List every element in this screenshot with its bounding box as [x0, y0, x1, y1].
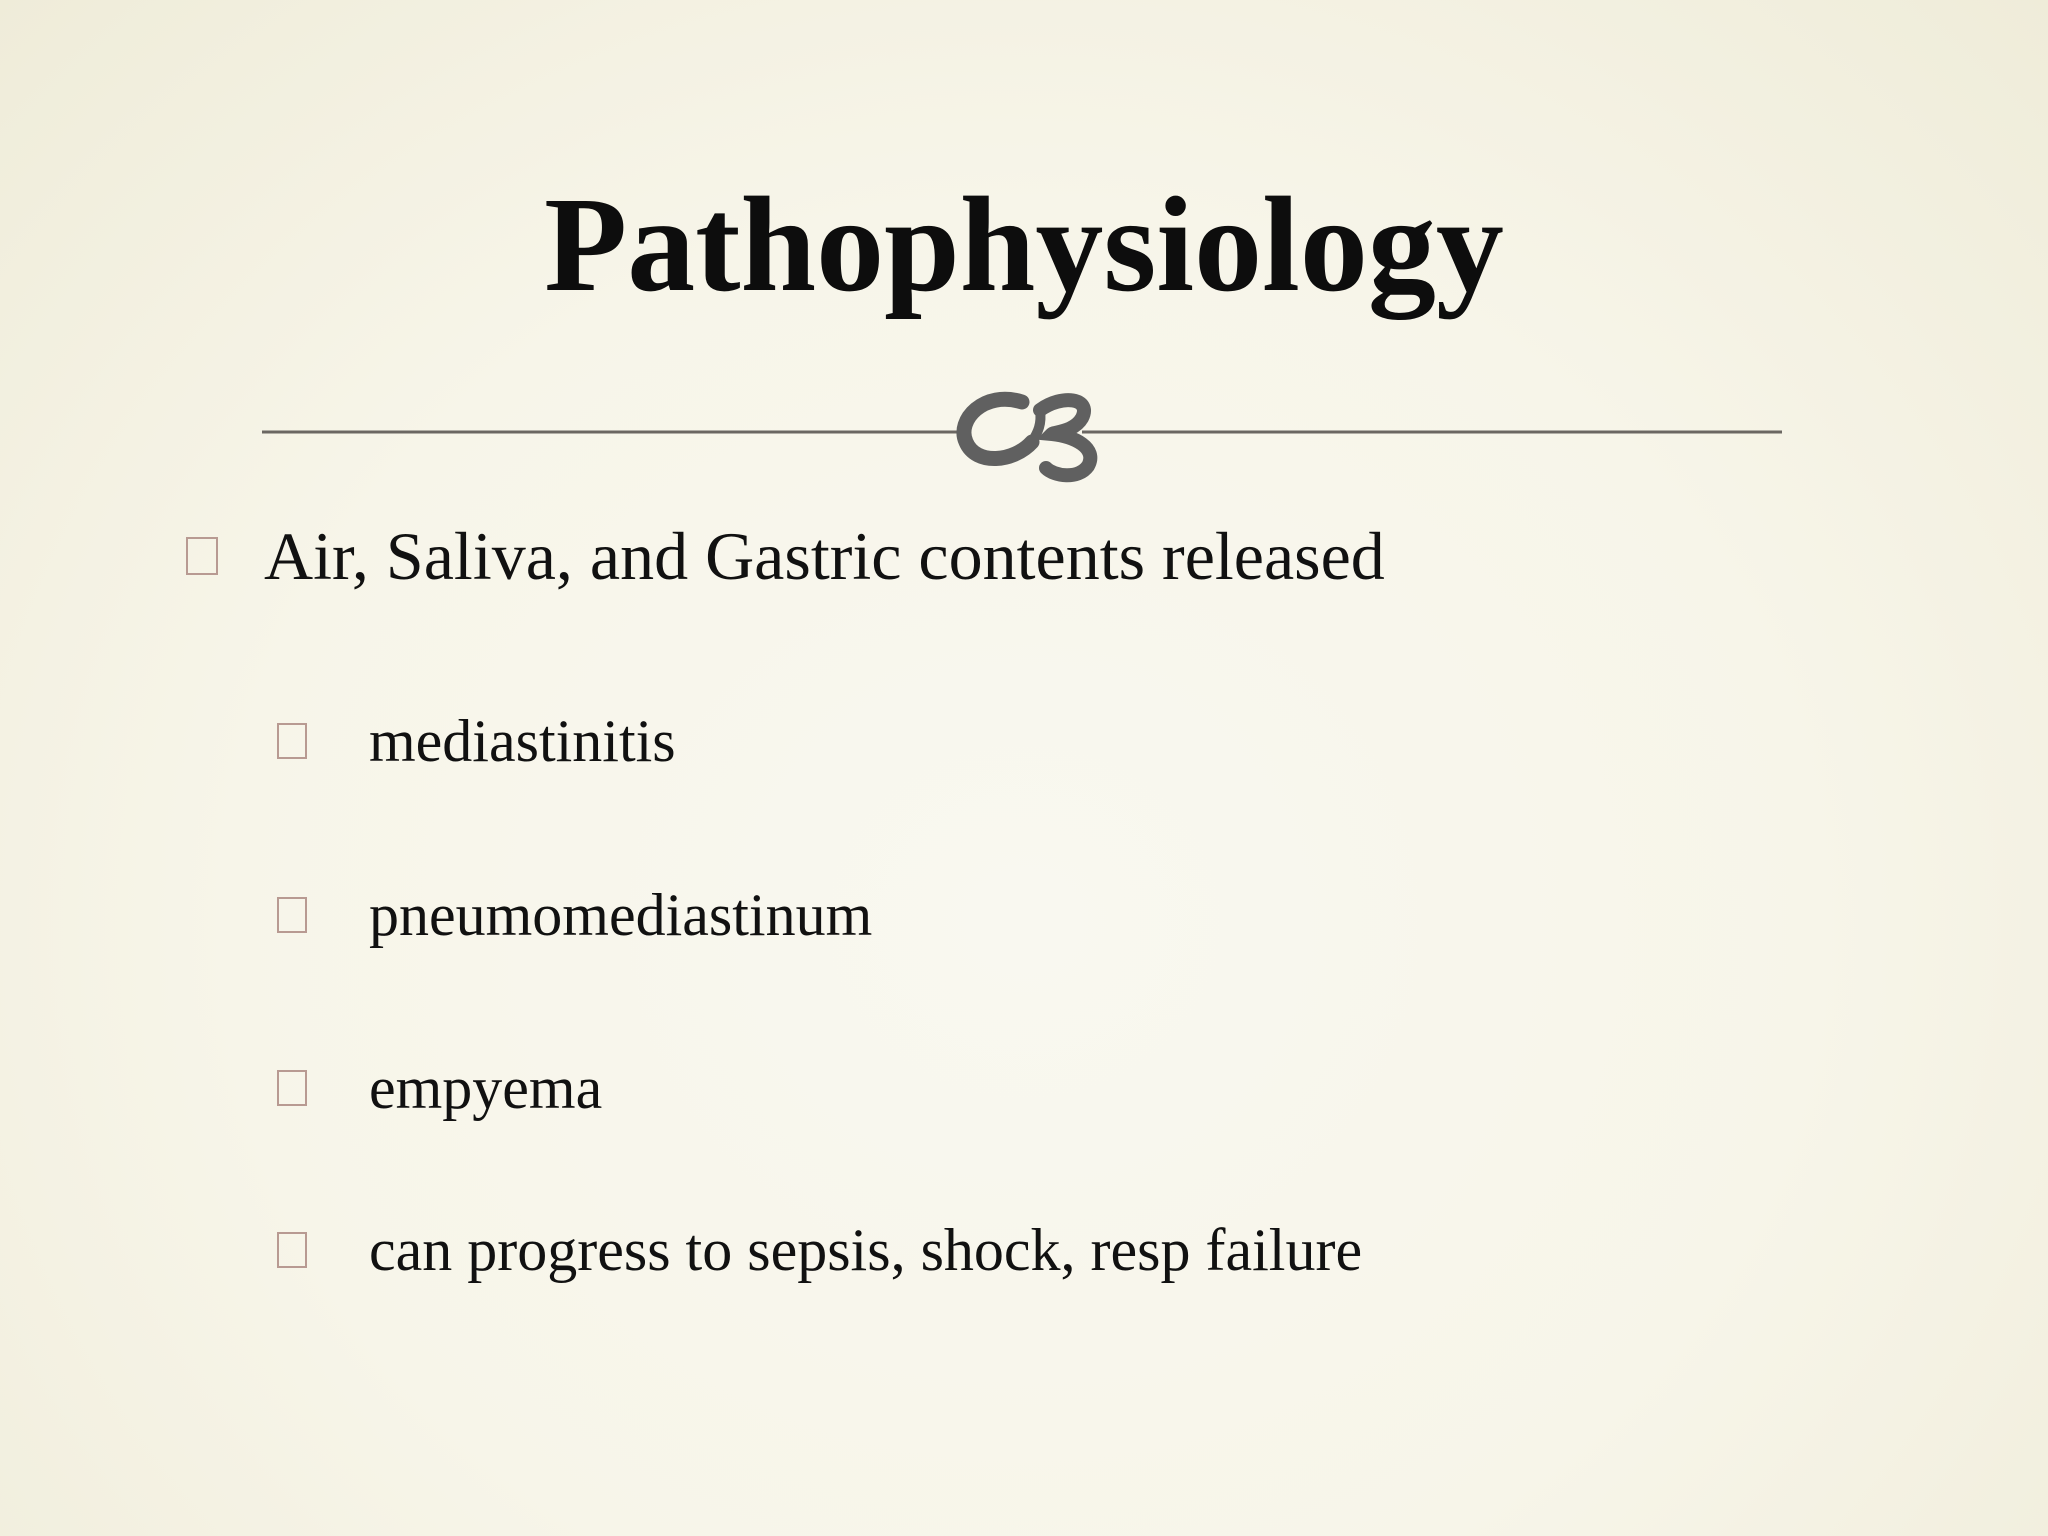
sub-bullet-item: [277, 1052, 602, 1124]
sub-bullet-item: [277, 705, 676, 777]
swash-ornament-icon: [964, 399, 1090, 475]
bullet-text: mediastinitis: [369, 708, 676, 774]
bullet-box-icon: [186, 537, 218, 575]
bullet-text: pneumomediastinum: [369, 882, 873, 948]
bullet-box-icon: [277, 1232, 307, 1268]
bullet-item: [186, 516, 1385, 596]
title-divider: [262, 380, 1782, 490]
bullet-text: empyema: [369, 1055, 603, 1121]
bullet-box-icon: [277, 1070, 307, 1106]
bullet-box-icon: [277, 723, 307, 759]
bullet-text: can progress to sepsis, shock, resp failure: [369, 1217, 1363, 1283]
bullet-text: Air, Saliva, and Gastric contents released: [264, 518, 1385, 594]
sub-bullet-item: [277, 879, 872, 951]
sub-bullet-item: [277, 1214, 1362, 1286]
bullet-box-icon: [277, 897, 307, 933]
slide-title: Pathophysiology: [544, 170, 1504, 320]
